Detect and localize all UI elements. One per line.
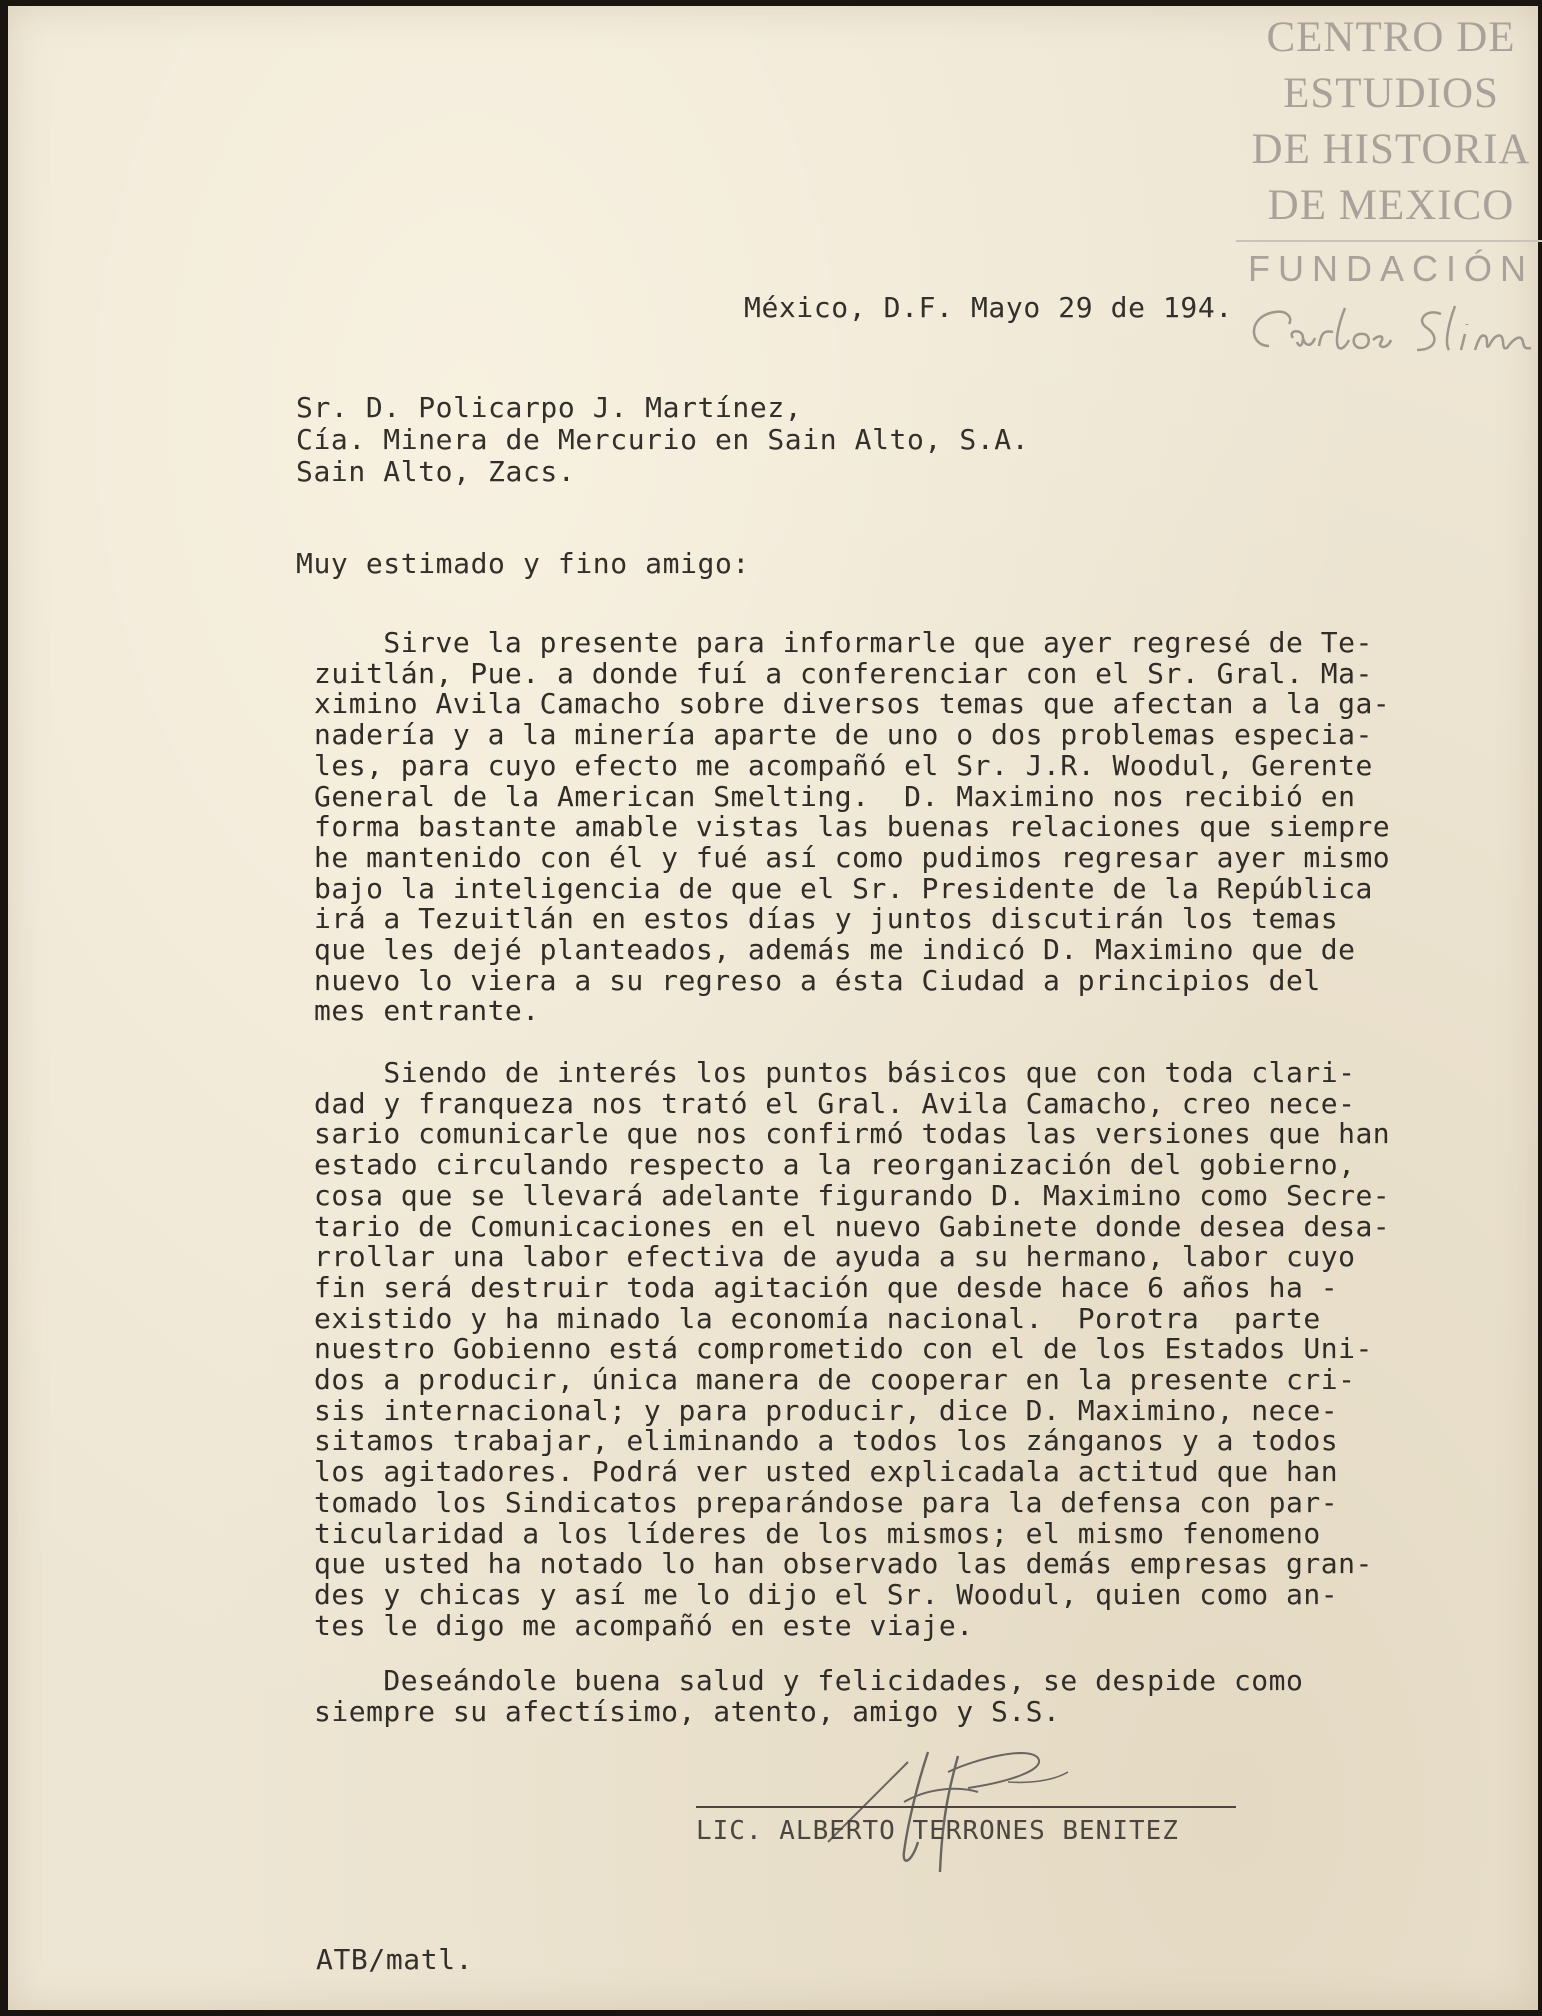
paragraph-2-line: tes le digo me acompañó en este viaje. [314,1608,974,1642]
paragraph-2-line: los agitadores. Podrá ver usted explicadala actitud que han [314,1455,1339,1489]
signer-name: LIC. ALBERTO TERRONES BENITEZ [696,1816,1179,1846]
closing-line: siempre su afectísimo, atento, amigo y S.S. [314,1694,1061,1728]
paragraph-2 [314,1058,1390,1641]
paragraph-1-line: Sirve la presente para informarle que ayer regresé de Te- [314,626,1373,659]
archive-watermark [1236,6,1542,382]
paragraph-2-line: nuestro Gobienno está comprometido con el de los Estados Uni- [314,1332,1373,1366]
paragraph-1 [314,628,1390,1027]
paragraph-2-line: dos a producir, única manera de cooperar en la presente cri- [314,1363,1356,1397]
paragraph-1-line: zuitlán, Pue. a donde fuí a conferenciar con el Sr. Gral. Ma- [314,656,1373,690]
paragraph-2-line: estado circulando respecto a la reorganización del gobierno, [314,1148,1356,1182]
watermark-foundation: FUNDACIÓN [1248,248,1534,289]
paragraph-1-line: ximino Avila Camacho sobre diversos temas que afectan a la ga- [314,687,1391,721]
paragraph-2-line: fin será destruir toda agitación que desde hace 6 años ha - [314,1270,1339,1304]
paragraph-1-line: nuevo lo viera a su regreso a ésta Ciudad a principios del [314,963,1321,997]
paragraph-2-line: cosa que se llevará adelante figurando D. Maximino como Secre- [314,1178,1391,1212]
recipient-line-3: Sain Alto, Zacs. [296,455,576,488]
reference-initials: ATB/matl. [316,1943,474,1976]
letter-page [8,6,1538,2010]
paragraph-2-line: tario de Comunicaciones en el nuevo Gabinete donde desea desa- [314,1209,1391,1243]
paragraph-1-line: les, para cuyo efecto me acompañó el Sr. J.R. Woodul, Gerente [314,748,1373,782]
closing-line: Deseándole buena salud y felicidades, se despide como [314,1664,1304,1697]
paragraph-2-line: des y chicas y así me lo dijo el Sr. Woodul, quien como an- [314,1577,1339,1611]
paragraph-2-line: tomado los Sindicatos preparándose para la defensa con par- [314,1485,1339,1519]
paragraph-1-line: bajo la inteligencia de que el Sr. Presidente de la República [314,871,1373,905]
handwritten-signature [808,1722,1128,1882]
recipient-line-2: Cía. Minera de Mercurio en Sain Alto, S.A. [296,423,1030,456]
paragraph-2-line: Siendo de interés los puntos básicos que con toda clari- [314,1056,1356,1089]
paragraph-1-line: nadería y a la minería aparte de uno o dos problemas especia- [314,718,1373,752]
watermark-signature [1236,294,1542,379]
watermark-line-1: CENTRO DE [1266,14,1516,61]
watermark-divider [1236,240,1542,242]
letter-date: México, D.F. Mayo 29 de 194. [744,291,1233,324]
paragraph-1-line: forma bastante amable vistas las buenas relaciones que siempre [314,810,1391,844]
paragraph-2-line: existido y ha minado la economía nacional. Porotra parte [314,1301,1321,1335]
closing [314,1666,1303,1727]
paragraph-2-line: ticularidad a los líderes de los mismos; el mismo fenomeno [314,1516,1321,1550]
paragraph-2-line: que usted ha notado lo han observado las demás empresas gran- [314,1547,1373,1581]
paragraph-1-line: mes entrante. [314,994,540,1028]
paragraph-2-line: rrollar una labor efectiva de ayuda a su hermano, labor cuyo [314,1240,1356,1274]
paragraph-2-line: dad y franqueza nos trató el Gral. Avila Camacho, creo nece- [314,1086,1356,1120]
recipient-line-1: Sr. D. Policarpo J. Martínez, [296,391,803,424]
signature-line [696,1806,1236,1808]
salutation: Muy estimado y fino amigo: [296,547,750,580]
watermark-line-3: DE HISTORIA [1251,126,1531,173]
paragraph-2-line: sitamos trabajar, eliminando a todos los zánganos y a todos [314,1424,1339,1458]
paragraph-1-line: que les dejé planteados, además me indicó D. Maximino que de [314,933,1356,967]
paragraph-1-line: irá a Tezuitlán en estos días y juntos discutirán los temas [314,902,1339,936]
paragraph-2-line: sario comunicarle que nos confirmó todas las versiones que han [314,1117,1391,1151]
paragraph-1-line: General de la American Smelting. D. Maximino nos recibió en [314,779,1356,813]
watermark-line-2: ESTUDIOS [1283,70,1499,117]
paragraph-1-line: he mantenido con él y fué así como pudimos regresar ayer mismo [314,840,1391,874]
watermark-line-4: DE MEXICO [1267,182,1515,229]
paragraph-2-line: sis internacional; y para producir, dice D. Maximino, nece- [314,1393,1339,1427]
